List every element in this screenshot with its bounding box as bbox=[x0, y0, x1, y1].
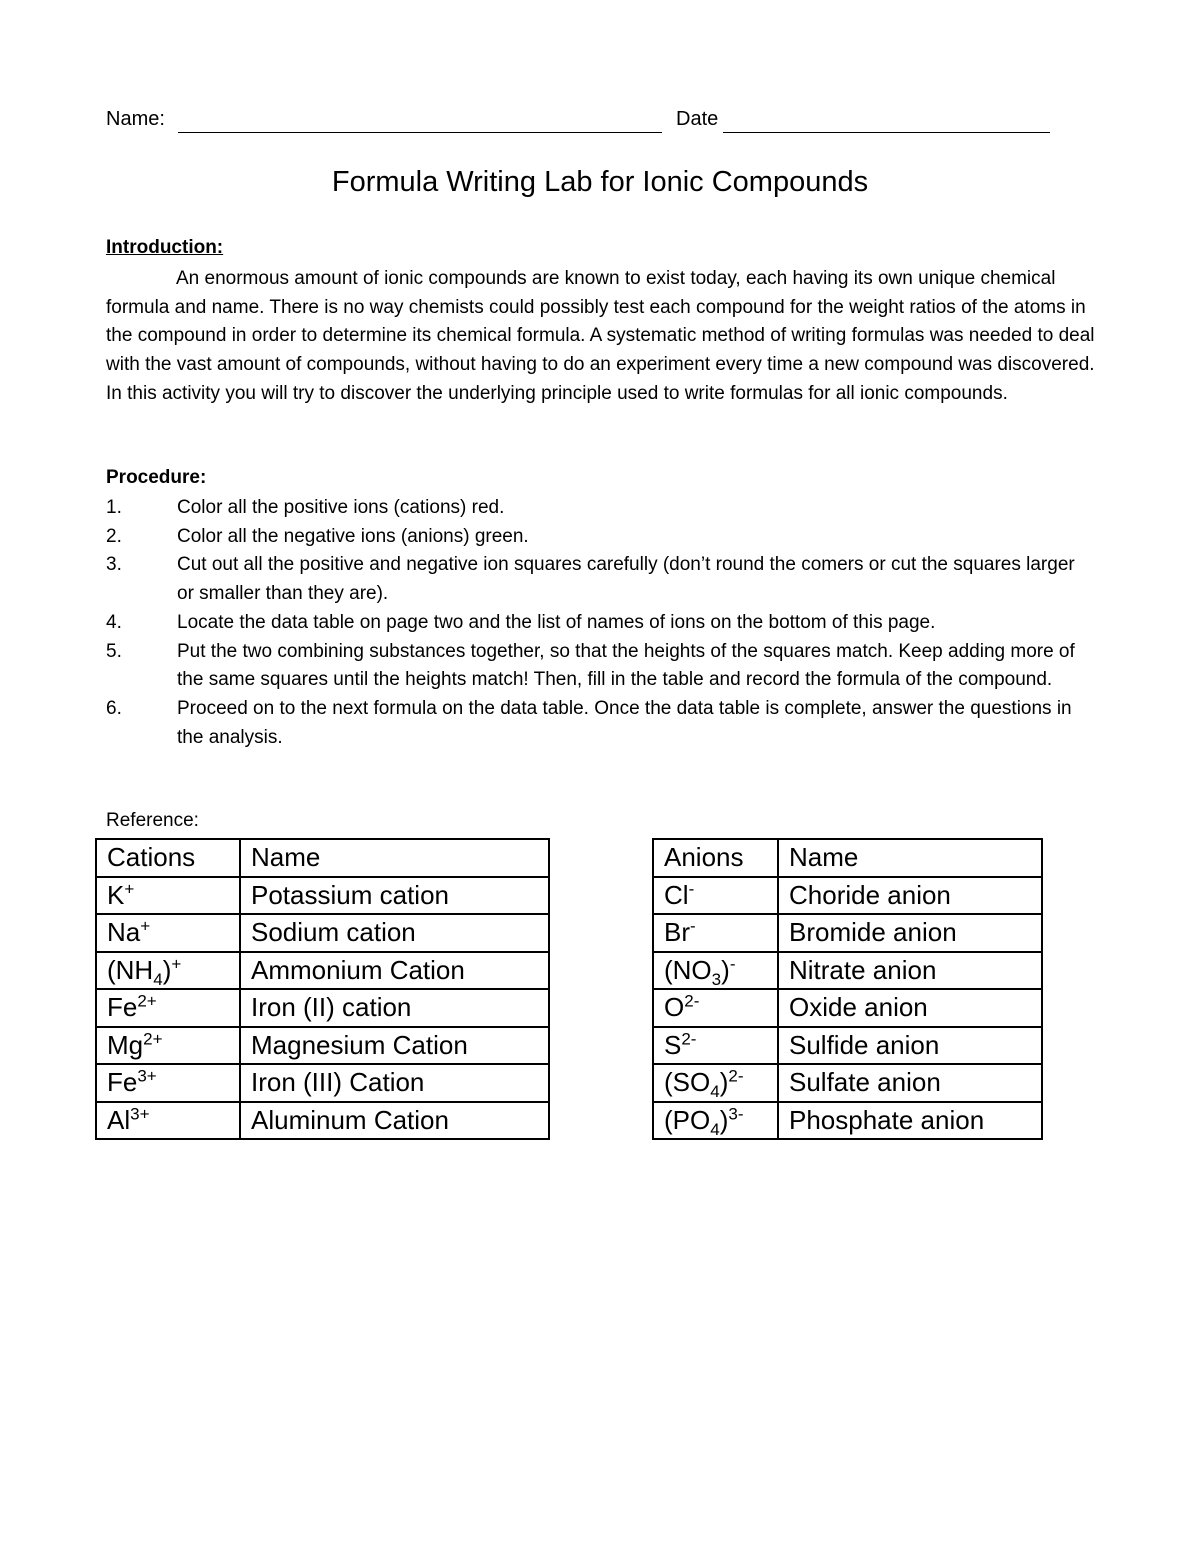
table-row bbox=[653, 914, 1042, 952]
ion-formula: Cl- bbox=[653, 877, 778, 915]
ion-name: Ammonium Cation bbox=[240, 952, 549, 990]
step-text: Color all the negative ions (anions) green. bbox=[177, 525, 529, 547]
date-label: Date bbox=[676, 108, 719, 130]
table-header-row bbox=[96, 839, 549, 877]
page-title: Formula Writing Lab for Ionic Compounds bbox=[331, 166, 869, 198]
ion-formula: $(SO_4)^{2-}$ bbox=[653, 1064, 778, 1102]
ion-formula: $(NO_3)^-$ bbox=[653, 952, 778, 990]
ion-formula: K+ bbox=[96, 877, 240, 915]
table-row bbox=[653, 1027, 1042, 1065]
ion-name: Oxide anion bbox=[778, 989, 1042, 1027]
ion-formula: $Al^{3+}$ bbox=[96, 1102, 240, 1140]
ion-name: Magnesium Cation bbox=[240, 1027, 549, 1065]
ion-name: Iron (III) Cation bbox=[240, 1064, 549, 1102]
table-header-row bbox=[653, 839, 1042, 877]
step-text: Put the two combining substances together, so that the heights of the squares match. Keep adding more of the same squares until the heights match! Then, fill in the table and record the formula of the compound. bbox=[177, 640, 1075, 691]
step-number: 1. bbox=[106, 497, 122, 518]
procedure-step bbox=[106, 609, 1096, 638]
introduction-text: An enormous amount of ionic compounds are known to exist today, each having its own unique chemical formula and name. There is no way chemists could possibly test each compound for the weight ratios of the atoms in the compound in order to determine its chemical formula. A systematic method of writing formulas was needed to deal with the vast amount of compounds, without having to do an experiment every time a new compound was discovered. In this activity you will try to discover the underlying principle used to write formulas for all ionic compounds. bbox=[106, 268, 1095, 404]
name-label: Name: bbox=[106, 108, 165, 130]
ion-formula: $(NH_4)^+$ bbox=[96, 952, 240, 990]
ion-name: Bromide anion bbox=[778, 914, 1042, 952]
ion-name: Sodium cation bbox=[240, 914, 549, 952]
ion-formula: $Fe^{3+}$ bbox=[96, 1064, 240, 1102]
cations-table bbox=[95, 838, 550, 1140]
step-text: Cut out all the positive and negative ion squares carefully (don’t round the comers or cut the squares larger or smaller than they are). bbox=[177, 554, 1075, 605]
procedure-heading: Procedure: bbox=[106, 467, 207, 488]
procedure-step bbox=[106, 695, 1096, 752]
ion-formula: $S^{2-}$ bbox=[653, 1027, 778, 1065]
ion-formula: $Fe^{2+}$ bbox=[96, 989, 240, 1027]
table-row bbox=[653, 877, 1042, 915]
step-text: Proceed on to the next formula on the data table. Once the data table is complete, answer the questions in the analysis. bbox=[177, 697, 1072, 748]
name-blank-line bbox=[178, 132, 662, 133]
ion-name: Choride anion bbox=[778, 877, 1042, 915]
table-row bbox=[96, 989, 549, 1027]
procedure-step bbox=[106, 523, 1096, 552]
ion-name: Nitrate anion bbox=[778, 952, 1042, 990]
ion-name: Sulfide anion bbox=[778, 1027, 1042, 1065]
table-row bbox=[96, 1064, 549, 1102]
anions-header: Anions bbox=[653, 839, 778, 877]
header-line bbox=[106, 108, 1056, 138]
ion-formula: $(PO_4)^{3-}$ bbox=[653, 1102, 778, 1140]
ion-formula: Na+ bbox=[96, 914, 240, 952]
procedure-step bbox=[106, 494, 1096, 523]
table-row bbox=[96, 952, 549, 990]
ion-formula: $O^{2-}$ bbox=[653, 989, 778, 1027]
table-row bbox=[96, 914, 549, 952]
step-text: Color all the positive ions (cations) red. bbox=[177, 497, 505, 518]
procedure-step bbox=[106, 638, 1096, 695]
ion-name: Iron (II) cation bbox=[240, 989, 549, 1027]
table-row bbox=[653, 1064, 1042, 1102]
step-number: 3. bbox=[106, 554, 122, 576]
cations-header: Cations bbox=[96, 839, 240, 877]
table-row bbox=[96, 877, 549, 915]
step-number: 5. bbox=[106, 640, 122, 662]
table-row bbox=[96, 1027, 549, 1065]
table-row bbox=[96, 1102, 549, 1140]
step-number: 2. bbox=[106, 525, 122, 547]
introduction-heading: Introduction: bbox=[106, 237, 224, 258]
reference-label: Reference: bbox=[106, 810, 199, 831]
ion-formula: Br- bbox=[653, 914, 778, 952]
ion-formula: $Mg^{2+}$ bbox=[96, 1027, 240, 1065]
ion-name: Aluminum Cation bbox=[240, 1102, 549, 1140]
anions-table bbox=[652, 838, 1043, 1140]
step-number: 6. bbox=[106, 697, 122, 719]
step-text: Locate the data table on page two and the list of names of ions on the bottom of this page. bbox=[177, 611, 936, 633]
anion-name-header: Name bbox=[778, 839, 1042, 877]
ion-name: Potassium cation bbox=[240, 877, 549, 915]
table-row bbox=[653, 1102, 1042, 1140]
table-row bbox=[653, 989, 1042, 1027]
cation-name-header: Name bbox=[240, 839, 549, 877]
step-number: 4. bbox=[106, 611, 122, 633]
procedure-steps bbox=[106, 494, 1096, 752]
procedure-step bbox=[106, 551, 1096, 608]
table-row bbox=[653, 952, 1042, 990]
date-blank-line bbox=[723, 132, 1050, 133]
ion-name: Sulfate anion bbox=[778, 1064, 1042, 1102]
ion-name: Phosphate anion bbox=[778, 1102, 1042, 1140]
